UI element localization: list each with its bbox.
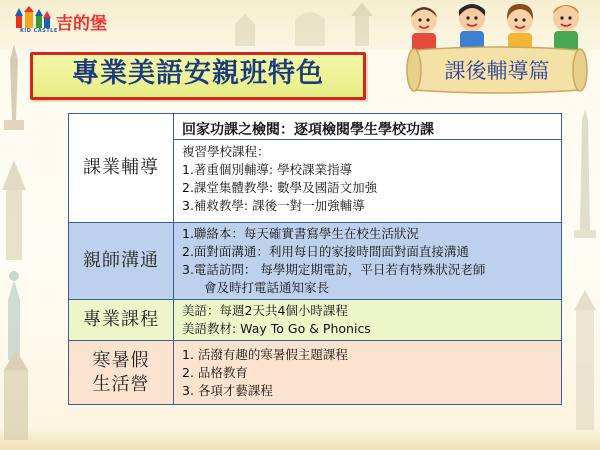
row-label-line: 生活營 [92, 373, 150, 395]
communication-item: 1.聯絡本：每天確實書寫學生在校生活狀況 [182, 226, 419, 241]
logo-text: 吉的堡 [56, 14, 107, 34]
row-label-summer-winter-camp [69, 341, 174, 405]
page-title-box [30, 52, 366, 100]
communication-item: 2.面對面溝通：利用每日的家接時間面對面直接溝通 [182, 244, 469, 259]
row-label-academic-tutoring: 課業輔導 [69, 114, 174, 223]
logo-tagline: KID CASTLE [20, 28, 58, 34]
camp-item: 1. 活潑有趣的寒暑假主題課程 [182, 346, 348, 362]
homework-check-text: 回家功課之檢閱：逐項檢閱學生學校功課 [182, 122, 434, 138]
review-course-block [174, 140, 561, 218]
row-content-academic-tutoring [174, 114, 562, 223]
subtitle-scroll [404, 44, 590, 98]
row-label-professional-course: 專業課程 [69, 300, 174, 341]
footer-band [0, 428, 600, 450]
table-row-parent-teacher [69, 223, 562, 300]
table-row-summer-winter-camp [69, 341, 562, 405]
review-course-item: 1.著重個別輔導: 學校課業指導 [182, 162, 353, 177]
review-course-item: 3.補救教學: 課後一對一加強輔導 [182, 198, 365, 213]
review-course-heading: 複習學校課程： [182, 144, 270, 159]
homework-check-block [174, 118, 561, 140]
page-subtitle: 課後輔導篇 [444, 59, 550, 83]
brand-logo [14, 6, 124, 38]
communication-item: 3.電話訪問： 每學期定期電訪，平日若有特殊狀況老師 [182, 262, 486, 277]
row-content-parent-teacher [174, 223, 562, 300]
communication-item-continued: 會及時打電話通知家長 [204, 280, 330, 295]
row-content-professional-course [174, 300, 562, 341]
features-table [68, 113, 562, 405]
review-course-item: 2.課堂集體教學: 數學及國語文加強 [182, 180, 378, 195]
course-item: 美語教材: Way To Go & Phonics [182, 321, 371, 336]
landmark-decoration-icon [215, 2, 415, 46]
camp-item: 2. 品格教育 [182, 364, 248, 380]
landmark-decoration-icon [570, 110, 600, 450]
table-row-academic-tutoring [69, 114, 562, 223]
page-title: 專業美語安親班特色 [72, 58, 324, 89]
table-row-professional-course [69, 300, 562, 341]
camp-item: 3. 各項才藝課程 [182, 382, 273, 398]
row-label-line: 寒暑假 [92, 349, 150, 371]
landmark-decoration-icon [0, 40, 34, 450]
course-item: 美語：每週2天共4個小時課程 [182, 303, 348, 318]
row-content-summer-winter-camp [174, 341, 562, 405]
row-label-parent-teacher: 親師溝通 [69, 223, 174, 300]
